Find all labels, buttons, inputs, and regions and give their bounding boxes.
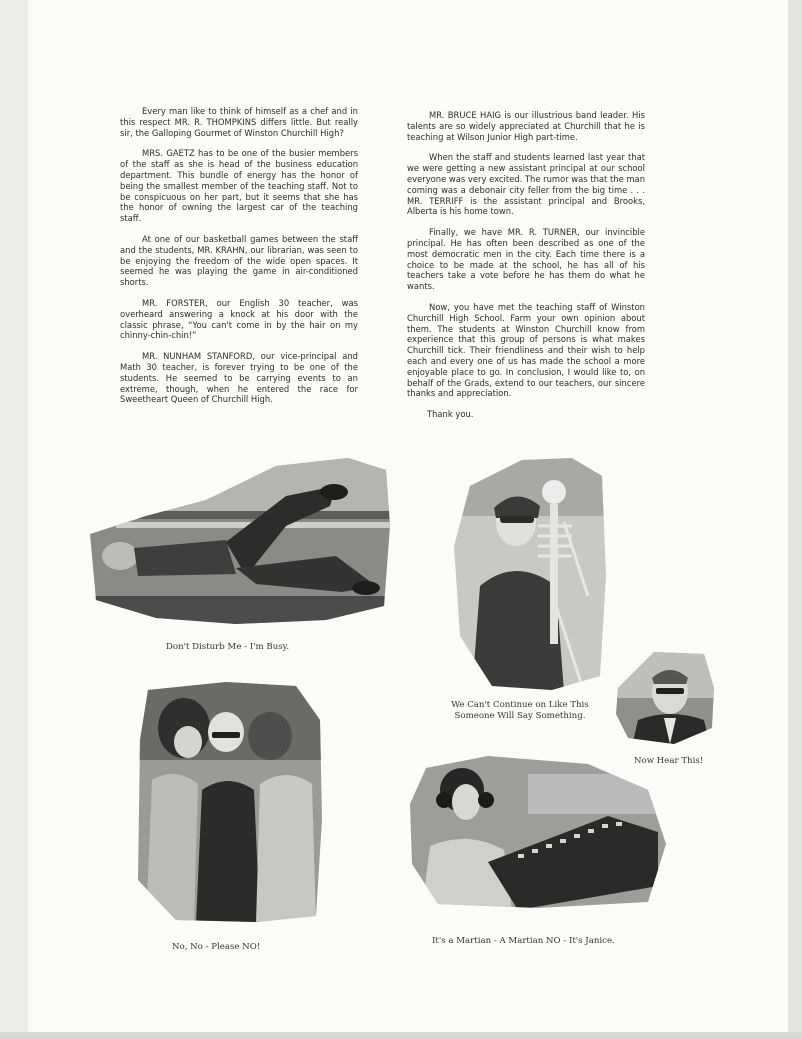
photo-man-with-glasses [614, 648, 716, 746]
caption-skeleton-line1: We Can't Continue on Like This [451, 700, 589, 710]
paragraph-gaetz: MRS. GAETZ has to be one of the busier members of the staff as she is head of the business education department. This bundle of energy has the honor of being the smallest member of the teaching staff. Not to be conspicuous on her part, but it seems that she has the honor of owning the largest car of the teaching staff. [120, 148, 358, 224]
paragraph-krahn: At one of our basketball games between the staff and the students, MR. KRAHN, our librarian, was seen to be enjoying the freedom of the wide open spaces. It seemed he was playing the game in air-conditioned shorts. [120, 233, 358, 288]
article-right-column [407, 110, 645, 430]
paragraph-terriff: When the staff and students learned last year that we were getting a new assistant principal at our school everyone was very excited. The rumor was that the man coming was a debonair city feller from the big time . . . MR. TERRIFF is the assistant principal and Brooks, Alberta is his home town. [407, 152, 645, 217]
paragraph-thompkins: Every man like to think of himself as a chef and in this respect MR. R. THOMPKINS differs little. But really sir, the Galloping Gourmet of Winston Churchill High? [120, 106, 358, 138]
photo-girl-at-console [408, 754, 668, 910]
paragraph-haig: MR. BRUCE HAIG is our illustrious band leader. His talents are so widely appreciated at Churchill that he is teaching at Wilson Junior High part-time. [407, 110, 645, 142]
page-edge [788, 0, 802, 1039]
article-left-column [120, 106, 358, 415]
paragraph-forster: MR. FORSTER, our English 30 teacher, was overheard answering a knock at his door with the classic phrase, “You can't come in by the hair on my chinny-chin-chin!” [120, 297, 358, 341]
paragraph-turner: Finally, we have MR. R. TURNER, our invincible principal. He has often been described as one of the most democratic men in the city. Each time there is a choice to be made at the school, he has all of his teachers take a vote before he has them do what he wants. [407, 227, 645, 292]
paragraph-stanford: MR. NUNHAM STANFORD, our vice-principal and Math 30 teacher, is forever trying to be one of the students. He seemed to be carrying events to an extreme, though, when he entered the race for Sweetheart Queen of Churchill High. [120, 351, 358, 405]
caption-please-no: No, No - Please NO! [172, 942, 261, 952]
caption-martian: It's a Martian - A Martian NO - It's Janice. [432, 936, 615, 946]
photo-woman-with-skeleton [452, 456, 610, 692]
page-bottom-edge [0, 1032, 802, 1039]
caption-skeleton-line2: Someone Will Say Something. [454, 711, 586, 721]
caption-busy: Don't Disturb Me - I'm Busy. [166, 642, 290, 652]
caption-hear-this: Now Hear This! [634, 756, 704, 766]
photo-group-please-no [136, 680, 324, 924]
paragraph-conclusion: Now, you have met the teaching staff of Winston Churchill High School. Farm your own opinion about them. The students at Winston Churchill know from experience that this group of persons is what makes Churchill tick. Their friendliness and their wish to help each and every one of us has made the school a more enjoyable place to go. In conclusion, I would like to, on behalf of the Grads, extend to our teachers, our sincere thanks and appreciation. [407, 301, 645, 399]
closing-thank-you: Thank you. [427, 409, 474, 420]
caption-skeleton [430, 700, 610, 722]
photo-man-lying-on-floor [86, 456, 392, 626]
